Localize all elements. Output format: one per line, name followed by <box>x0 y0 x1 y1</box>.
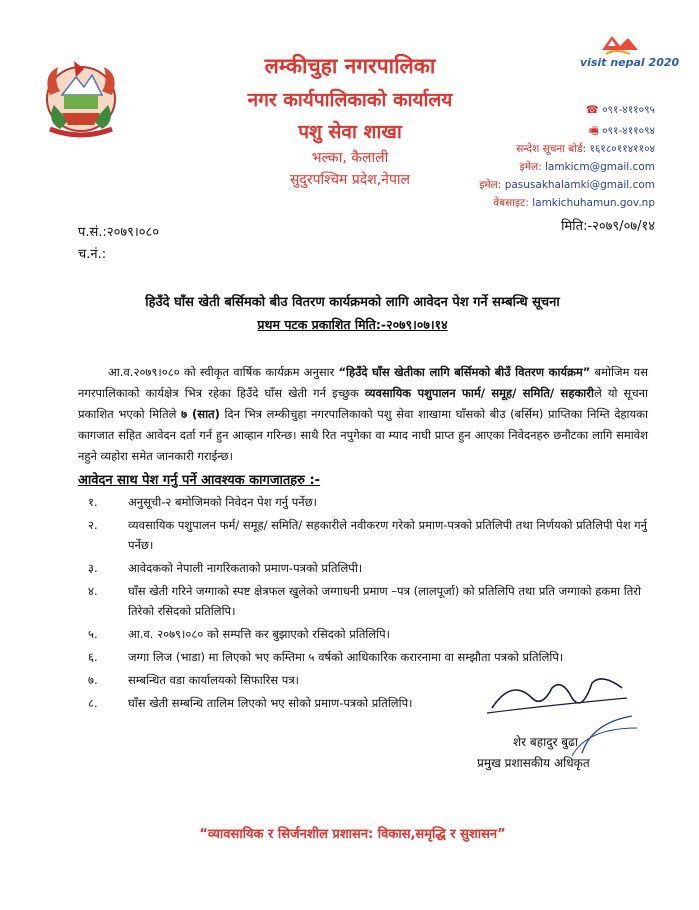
address-line: भल्का, कैलाली <box>311 150 389 166</box>
list-item: ३. आवेदकको नेपाली नागरिकताको प्रमाण-पत्रको प्रतिलिपी। <box>88 561 363 575</box>
sms-board-label: सन्देश सूचना बोर्ड: <box>516 143 590 155</box>
program-name: “हिउँदे घाँस खेतीका लागि बर्सिमको बीउँ वितरण कार्यक्रम” <box>338 365 591 379</box>
notice-title: हिउँदे घाँस खेती बर्सिमको बीउ वितरण कार्यक्रमको लागि आवेदन पेश गर्ने सम्बन्धि सूचना <box>145 295 560 310</box>
fax-icon: 🖷 <box>588 125 603 137</box>
dispatch-number: च.नं.: <box>78 247 107 262</box>
visit-nepal-text: visit nepal 2020 <box>580 56 680 69</box>
list-item: ८. घाँस खेती सम्बन्धि तालिम लिएको भए सोको प्रमाण-पत्रको प्रतिलिपि। <box>88 696 413 710</box>
office-name: नगर कार्यपालिकाको कार्यालय <box>247 89 453 111</box>
slogan: “व्यावसायिक र सिर्जनशील प्रशासन: विकास,समृद्धि र सुशासन” <box>199 827 506 842</box>
list-item: २. व्यवसायिक पशुपालन फर्म/ समूह/ समिति/ सहकारीले नवीकरण गरेको प्रमाण-पत्रको प्रतिलिपी तथा निर्णयको प्रतिलिपी पेश गर्नु पर्नेछ। <box>88 518 648 552</box>
email-value-1[interactable]: lamkicm@gmail.com <box>544 161 655 173</box>
phone-line <box>586 103 655 117</box>
email-line-2 <box>479 178 655 192</box>
website-value[interactable]: lamkichuhamun.gov.np <box>532 197 655 209</box>
nepal-emblem-icon <box>38 55 124 139</box>
notice-body: आ.व.२०७९।०८० को स्वीकृत वार्षिक कार्यक्रम अनुसार “हिउँदे घाँस खेतीका लागि बर्सिमको बीउँ वितरण कार्यक्रम” बमोजिम यस नगरपालिकाको कार्यक्षेत्र भित्र रहेका हिउँदे घाँस खेती गर्न इच्छुक व्यवसायिक पशुपालन फार्म/ समूह/ समिति/ सहकारीले यो सूचना प्रकाशित भएको मितिले ७ (सात) दिन भित्र लम्कीचुहा नगरपालिकाको पशु सेवा शाखामा घाँसको बीउ (बर्सिम) प्राप्तिका निम्ति देहायका कागजात सहित आवेदन दर्ता गर्न हुन आव्हान गरिन्छ। साथै रित नपुगेका वा म्याद नाघी प्राप्त हुन आएका निवेदनहरु छनौटका लागि समावेश नहुने व्यहोरा समेत जानकारी गराईन्छ। <box>78 365 648 463</box>
email-line-1 <box>520 160 655 174</box>
email-label-2: इमेल: <box>479 179 505 191</box>
list-item: ५. आ.व. २०७९।०८० को सम्पत्ति कर बुझाएको रसिदको प्रतिलिपि। <box>88 627 391 641</box>
eligible-groups: व्यवसायिक पशुपालन फार्म/ समूह/ समिति/ सहकारी <box>364 386 594 400</box>
notice-subtitle <box>60 316 645 333</box>
list-item: १. अनुसूची-२ बमोजिमको निवेदन पेश गर्नु पर्नेछ। <box>88 495 318 509</box>
publish-date: प्रथम पटक प्रकाशित मिति:-२०७९।०७।१४ <box>257 317 448 332</box>
deadline-days: ७ (सात) <box>181 407 220 421</box>
letter-date: मिति:-२०७९/०७/१४ <box>561 219 655 234</box>
fax-value: ०९१-४११०९४ <box>602 125 655 137</box>
website-line <box>493 196 655 210</box>
sms-board-value: १६१८०११४११०४ <box>589 143 655 155</box>
letter-number: प.सं.:२०७९।०८० <box>78 225 160 240</box>
signer-title: प्रमुख प्रशासकीय अधिकृत <box>477 756 590 770</box>
fax-line <box>589 123 655 141</box>
province-line: सुदुरपश्चिम प्रदेश,नेपाल <box>289 172 411 188</box>
municipality-name: लम्कीचुहा नगरपालिका <box>264 54 436 78</box>
email-label-1: इमेल: <box>519 161 545 173</box>
list-item: ४. घाँस खेती गरिने जग्गाको स्पष्ट क्षेत्रफल खुलेको जग्गाधनी प्रमाण –पत्र (लालपूर्जा) को प्रतिलिपि तथा प्रति जग्गाको हकमा तिरो तिरेको रसिदको प्रतिलिपि। <box>88 584 641 618</box>
required-docs-heading: आवेदन साथ पेश गर्नु पर्ने आवश्यक कागजातहरु :- <box>78 473 321 488</box>
phone-value: ०९१-४११०९५ <box>602 104 655 116</box>
email-value-2[interactable]: pasusakhalamki@gmail.com <box>504 179 655 191</box>
section-name: पशु सेवा शाखा <box>298 121 402 143</box>
sms-board-line <box>516 142 655 156</box>
signer-name: शेर बहादुर बुढा <box>513 735 579 749</box>
list-item: ७. सम्बन्धित वडा कार्यालयको सिफारिस पत्र। <box>88 673 300 687</box>
list-item: ६. जग्गा लिज (भाडा) मा लिएको भए कम्तिमा ५ वर्षको आधिकारिक करारनामा वा सम्झौता पत्रको प्रतिलिपि। <box>88 650 564 664</box>
visit-nepal-logo <box>572 32 680 82</box>
website-label: वेबसाइट: <box>493 197 533 209</box>
phone-icon: ☎ <box>585 104 603 116</box>
